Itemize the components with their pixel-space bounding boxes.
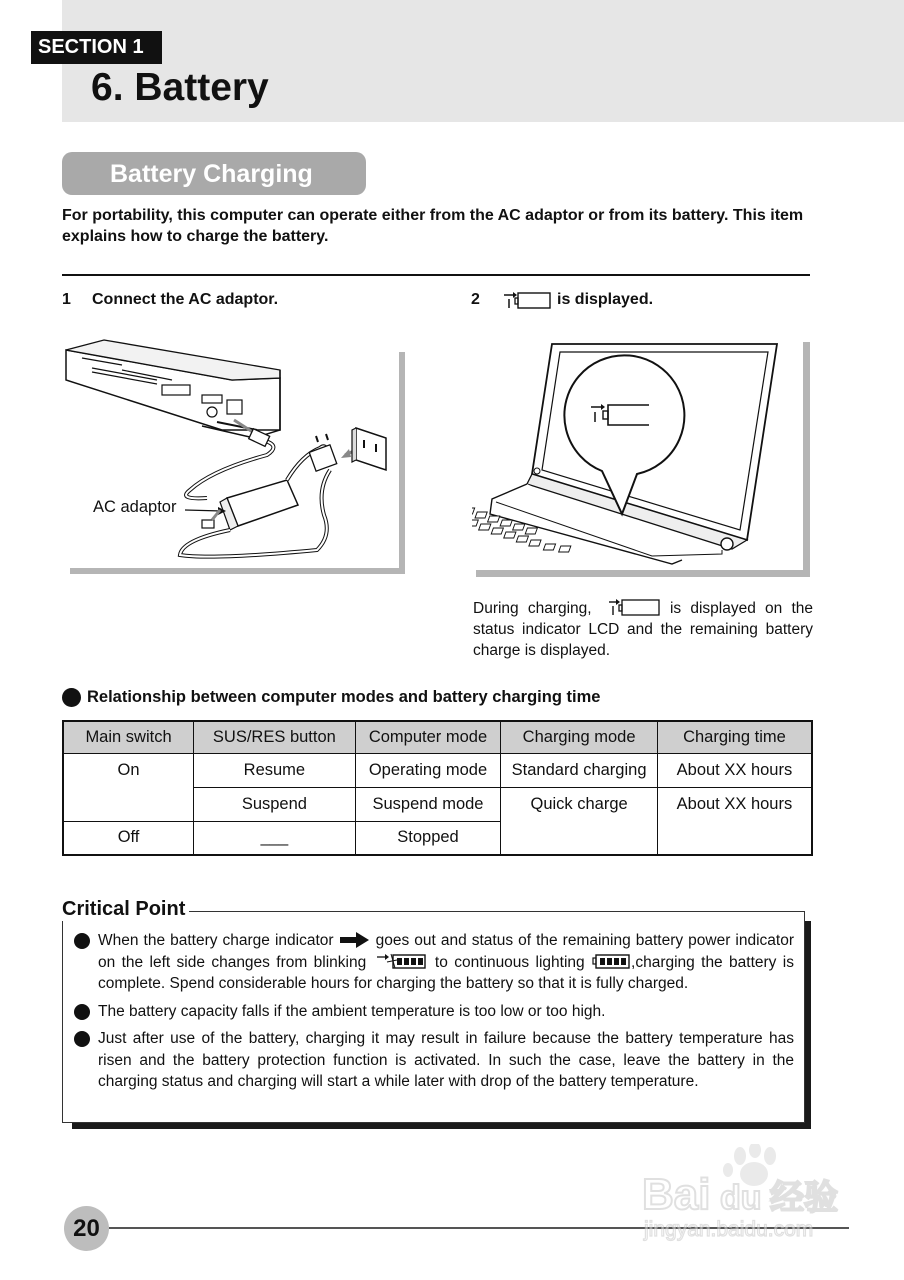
table-cell: Operating mode — [355, 753, 501, 787]
table-cell: Off — [63, 821, 194, 855]
relationship-table — [62, 720, 813, 856]
table-cell: About XX hours — [657, 787, 812, 855]
bullet-icon — [62, 688, 81, 707]
laptop-lcd-illustration — [472, 334, 812, 580]
relationship-heading-text: Relationship between computer modes and battery charging time — [87, 688, 601, 706]
critical-point-title: Critical Point — [62, 898, 189, 921]
intro-paragraph: For portability, this computer can operate either from the AC adaptor or from its battery. This item explains how to charge the battery. — [62, 207, 804, 245]
item-text: Just after use of the battery, charging it may result in failure because the battery temperature has risen and the battery protection function is activated. In such the case, leave the battery in the charging status and charging will start a while later with drop of the battery temperature. — [98, 1030, 794, 1090]
table-cell: On — [63, 753, 194, 821]
table-row — [63, 753, 812, 787]
column-header: Main switch — [63, 721, 194, 753]
charging-battery-icon — [501, 291, 551, 309]
column-header: SUS/RES button — [194, 721, 356, 753]
arrow-indicator-icon — [339, 932, 371, 948]
table-cell: Standard charging — [501, 753, 658, 787]
column-header: Charging time — [657, 721, 812, 753]
full-battery-icon — [591, 952, 631, 970]
table-cell: Stopped — [355, 821, 501, 855]
caption-text-after: is displayed on the status indicator LCD and the remaining battery charge is displayed. — [473, 600, 813, 659]
table-cell: Suspend — [194, 787, 356, 821]
page-title: 6. Battery — [91, 66, 269, 109]
ac-adaptor-illustration — [62, 330, 408, 580]
watermark-url: jingyan.baidu.com — [644, 1218, 814, 1241]
list-item — [74, 1001, 794, 1023]
item-text: The battery capacity falls if the ambient temperature is too low or too high. — [98, 1002, 606, 1020]
step-1 — [62, 289, 278, 311]
table-cell: Suspend mode — [355, 787, 501, 821]
critical-point-list — [74, 930, 794, 1099]
watermark-cn: 经验 — [770, 1178, 838, 1218]
bullet-icon — [74, 933, 90, 949]
step-number: 1 — [62, 291, 71, 308]
step-text: is displayed. — [557, 291, 654, 308]
step-2 — [471, 289, 653, 311]
bullet-icon — [74, 1031, 90, 1047]
ac-adaptor-figure — [62, 330, 408, 580]
caption-text-before: During charging, — [473, 600, 592, 617]
list-item — [74, 930, 794, 995]
table-header-row — [63, 721, 812, 753]
step-number: 2 — [471, 291, 480, 308]
item-text: to continuous lighting — [434, 953, 585, 971]
baidu-watermark-logo — [640, 1144, 870, 1244]
item-text: goes out and status of the remaining battery power indicator on the left side changes from blinking — [98, 932, 795, 971]
table-cell: Resume — [194, 753, 356, 787]
ac-adaptor-label: AC adaptor — [93, 498, 177, 516]
table-cell: ___ — [194, 821, 356, 855]
lcd-indicator-figure — [472, 334, 812, 580]
table-cell: Quick charge — [501, 787, 658, 855]
divider — [62, 274, 810, 276]
section-label: SECTION 1 — [31, 31, 162, 64]
blinking-battery-icon — [373, 952, 429, 970]
column-header: Computer mode — [355, 721, 501, 753]
relationship-heading — [62, 688, 600, 707]
watermark-brand2: du — [720, 1179, 762, 1217]
watermark-brand: Bai — [642, 1170, 711, 1219]
table-cell: About XX hours — [657, 753, 812, 787]
item-text: When the battery charge indicator — [98, 932, 334, 949]
charging-battery-icon — [601, 598, 661, 616]
lcd-caption — [473, 598, 813, 661]
list-item — [74, 1028, 794, 1093]
page-number: 20 — [64, 1206, 109, 1251]
column-header: Charging mode — [501, 721, 658, 753]
step-text: Connect the AC adaptor. — [92, 291, 279, 308]
item-text: ,charging the battery is complete. Spend considerable hours for charging the battery so that it is fully charged. — [98, 953, 794, 992]
bullet-icon — [74, 1004, 90, 1020]
battery-charging-heading: Battery Charging — [62, 152, 366, 195]
